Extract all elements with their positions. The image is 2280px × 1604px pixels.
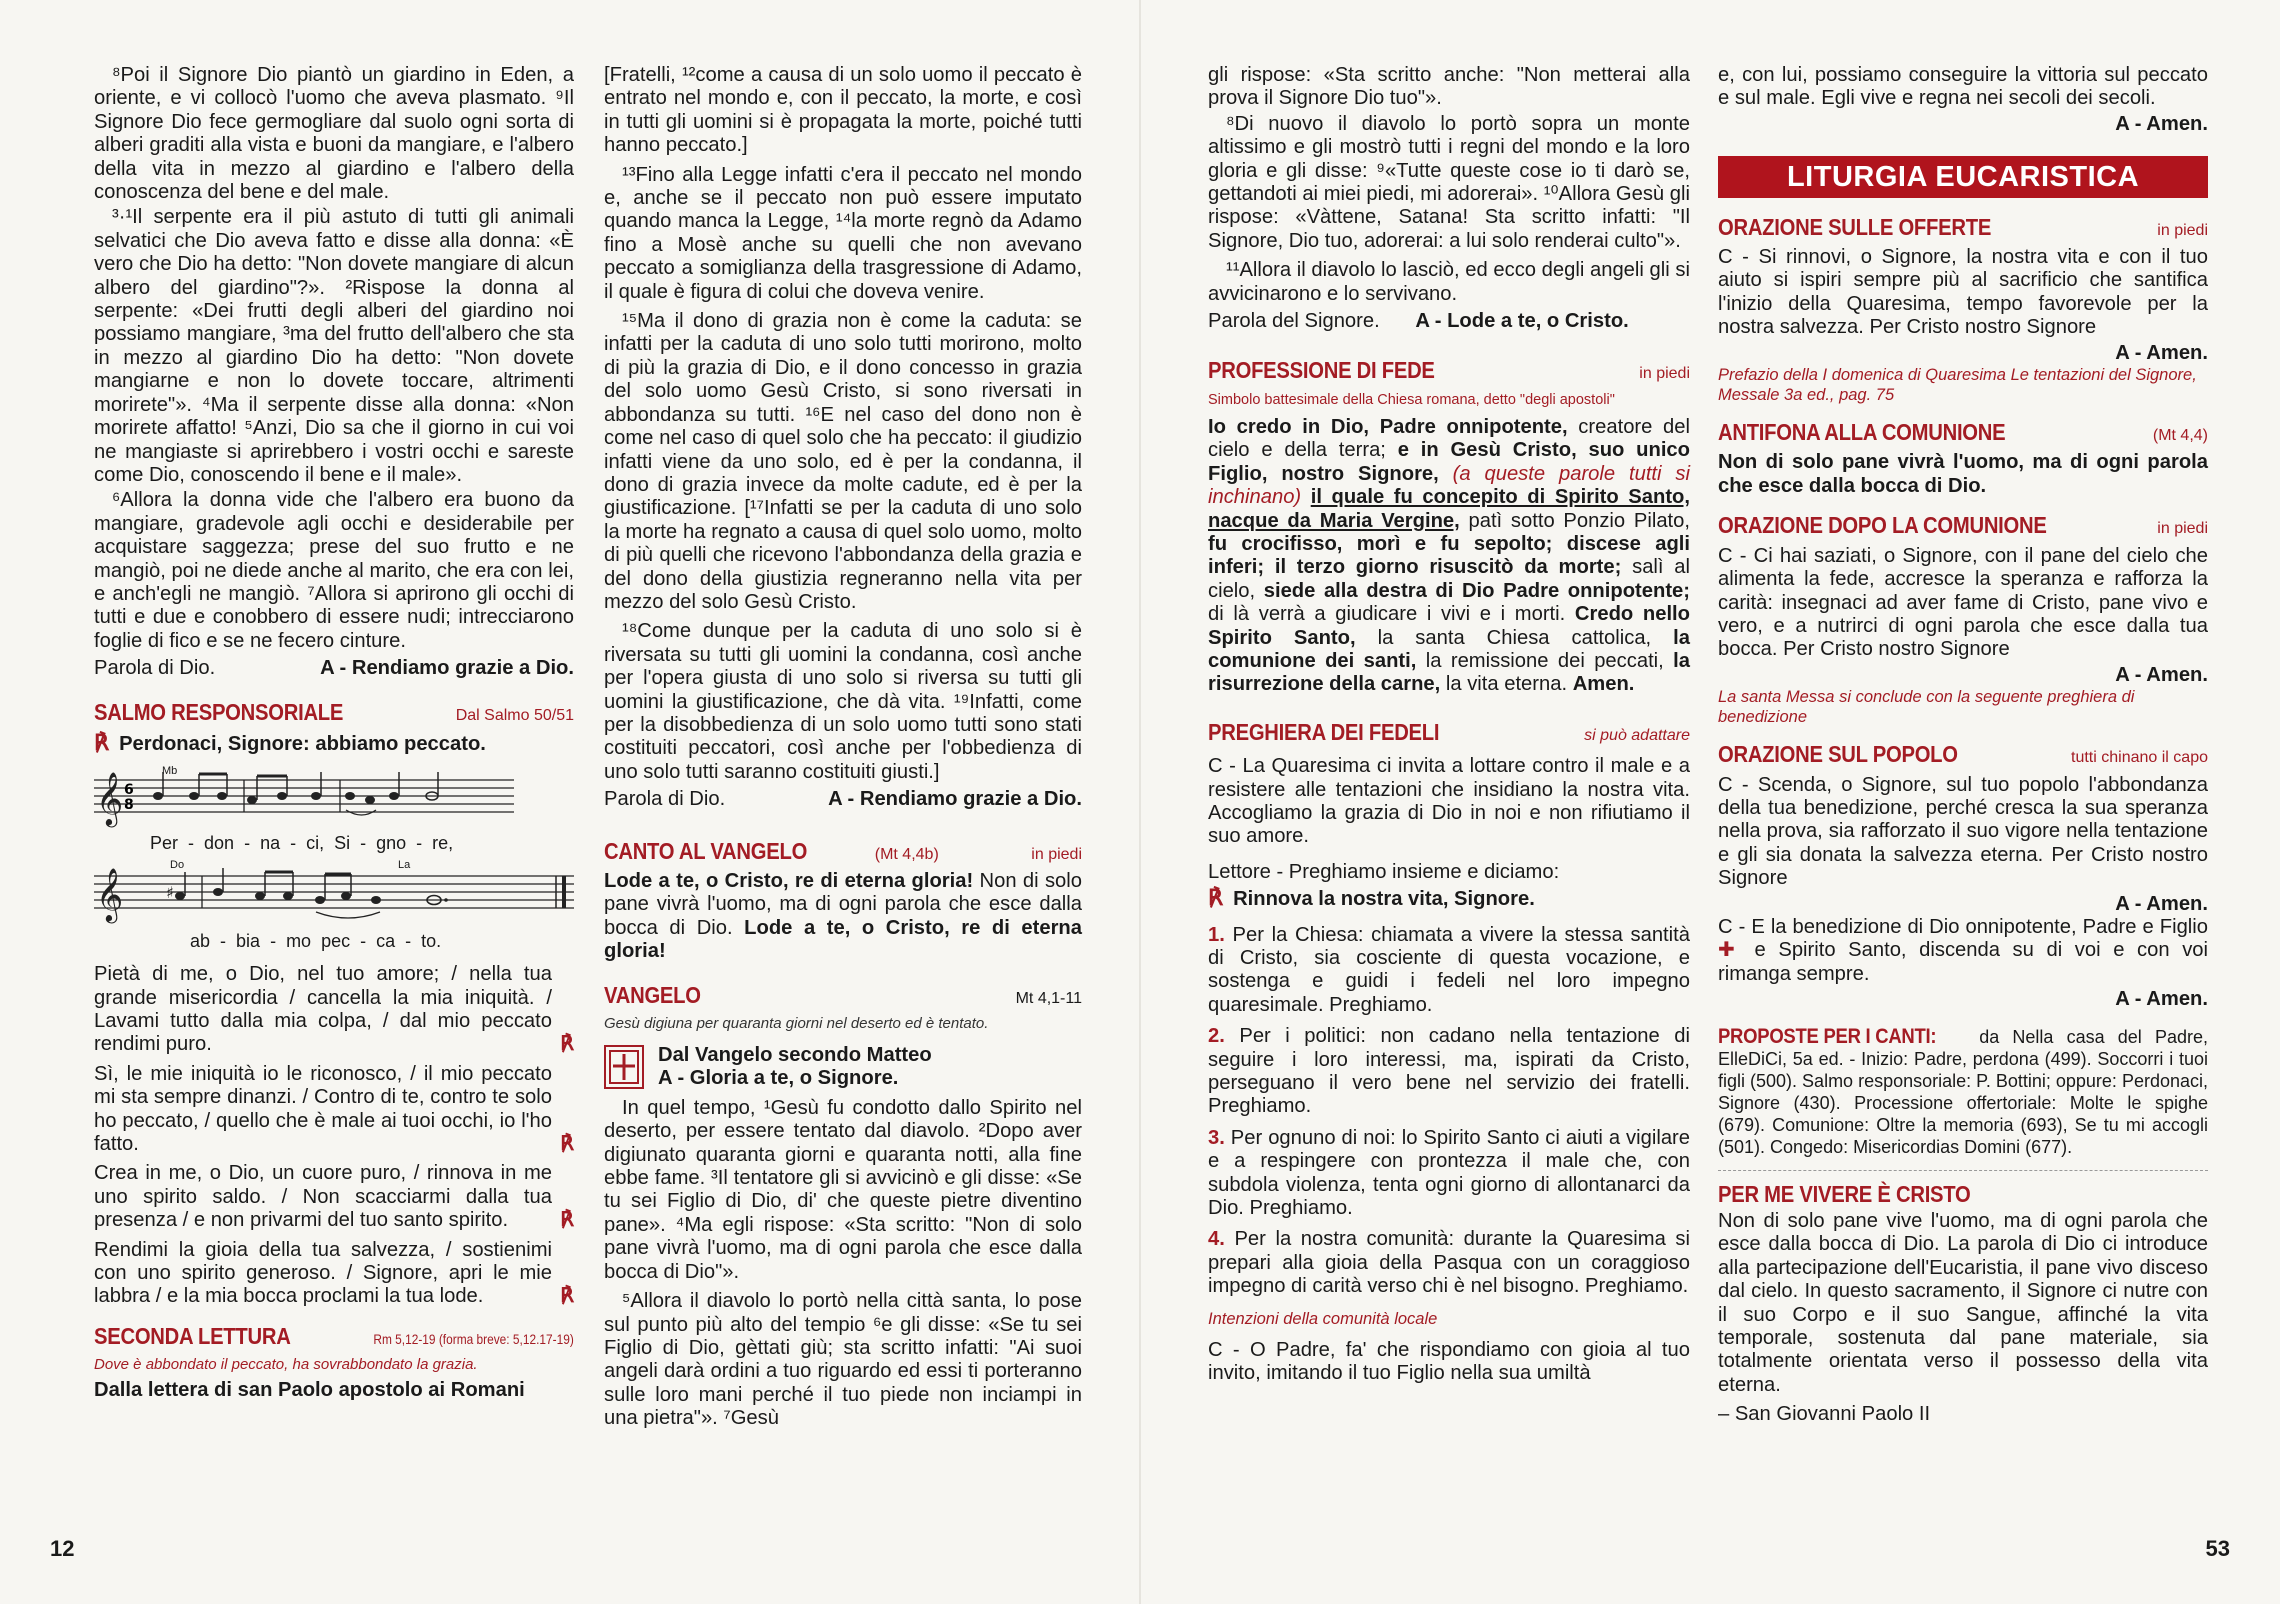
divider — [1718, 1170, 2208, 1171]
canto-header — [604, 837, 1082, 866]
credo-part: Io credo in Dio, Padre onnipotente, — [1208, 415, 1568, 438]
vivere-heading: PER ME VIVERE È CRISTO — [1718, 1180, 1971, 1207]
credo-rubric: (a queste parole tutti si inchinano) — [1208, 462, 1690, 509]
offerte-note: in piedi — [2157, 221, 2208, 239]
vangelo-paragraph-3: gli rispose: «Sta scritto anche: "Non metterai alla prova il Signore Dio tuo"». — [1208, 64, 1690, 110]
credo-part: la comunione dei santi, — [1208, 626, 1690, 672]
antifona-heading: ANTIFONA ALLA COMUNIONE — [1718, 419, 2006, 446]
parola-text: Parola di Dio. — [604, 788, 726, 811]
page-number-right: 53 — [2205, 1536, 2230, 1561]
credo-part: la remissione dei peccati, — [1416, 649, 1674, 672]
syllable: - — [360, 930, 367, 951]
salmo-heading: SALMO RESPONSORIALE — [94, 698, 344, 725]
svg-text:♯: ♯ — [166, 882, 174, 902]
column-3 — [1208, 64, 1690, 1388]
romani-paragraph-3: ¹⁵Ma il dono di grazia non è come la caduta: se infatti per la caduta di uno solo tutti morirono, molto di più la grazia di Dio, e il dono concesso in grazia del solo uomo Gesù Cristo, si sono riversati in abbondanza su tutti. ¹⁶E nel caso del dono non è come nel caso di quel solo che ha peccato: il giudizio infatti viene da uno solo, ed è per la condanna, il dono di grazia invece da molte cadute, ed è per la giustificazione. [¹⁷Infatti se per la caduta di uno solo la morte ha regnato a causa di quel solo uomo, molto di più quelli che ricevono l'abbondanza della grazia e del dono della giustizia regneranno nella vita per mezzo del solo Gesù Cristo. — [604, 310, 1082, 613]
genesi-paragraph-2: ³·¹Il serpente era il più astuto di tutti gli animali selvatici che Dio aveva fatto e disse alla donna: «È vero che Dio ha detto: "Non dovete mangiare di alcun albero del giardino"?». ²Rispose la donna al serpente: «Dei frutti degli alberi del giardino noi possiamo mangiare, ³ma del frutto dell'albero che sta in mezzo al giardino Dio ha detto: "Non dovete mangiarne e non lo dovete toccare, altrimenti morirete"». ⁴Ma il serpente disse alla donna: «Non morirete affatto! ⁵Anzi, Dio sa che il giorno in cui voi ne mangiaste si aprirebbero i vostri occhi e sareste come Dio, conoscendo il bene e il male». — [94, 206, 574, 486]
credo-part: patì sotto Ponzio Pilato, — [1459, 509, 1690, 532]
conclusione-continuation: e, con lui, possiamo conseguire la vittoria sul peccato e sul male. Egli vive e regna nei secoli dei secoli. — [1718, 64, 2208, 110]
column-2 — [604, 64, 1082, 1433]
seconda-lettura-subtitle: Dove è abbondato il peccato, ha sovrabbondato la grazia. — [94, 1356, 478, 1374]
proposte-heading: PROPOSTE PER I CANTI: — [1718, 1024, 1937, 1048]
parola-response: A - Rendiamo grazie a Dio. — [828, 788, 1082, 811]
antifona-ref: (Mt 4,4) — [2152, 427, 2208, 445]
benedizione-part: C - E la benedizione di Dio onnipotente, Padre e Figlio — [1718, 915, 2208, 938]
canto-note: in piedi — [1031, 845, 1082, 863]
stanza-text: Sì, le mie iniquità io le riconosco, / il mio peccato mi sta sempre dinanzi. / Contro di te, contro te solo ho peccato, / quello che è male ai tuoi occhi, io l'ho fatto. — [94, 1062, 552, 1156]
canto-bold-1: Lode a te, o Cristo, re di eterna gloria! — [604, 870, 974, 892]
syllable: ab — [190, 930, 211, 951]
syllable: bia — [236, 930, 261, 951]
parola-response: A - Rendiamo grazie a Dio. — [320, 657, 574, 680]
intenzione-number: 3. — [1208, 1126, 1225, 1149]
parola-text: Parola del Signore. — [1208, 310, 1380, 333]
svg-text:𝄞: 𝄞 — [96, 771, 124, 826]
amen-response: A - Amen. — [2115, 112, 2208, 135]
parola-closing — [604, 788, 1082, 811]
popolo-heading: ORAZIONE SUL POPOLO — [1718, 741, 1958, 768]
prefazio-note — [1718, 365, 2208, 405]
intenzione-text: Per i politici: non cadano nella tentazione di seguire i loro interessi, ma, ispirati da Cristo, perseguano il vero bene nel servizio dei fratelli. Preghiamo. — [1208, 1025, 1690, 1118]
chord-label: La — [398, 858, 411, 871]
conclude-note: La santa Messa si conclude con la seguente preghiera di benedizione — [1718, 688, 2135, 727]
response-mark: ℟ — [1208, 885, 1224, 911]
syllable: - — [416, 833, 423, 854]
stanza-text: Rendimi la gioia della tua salvezza, / sostienimi con uno spirito generoso. / Signore, apri le mie labbra / e la mia bocca proclami la tua lode. — [94, 1238, 552, 1308]
column-1 — [94, 64, 574, 1403]
intenzione-4 — [1208, 1228, 1690, 1298]
syllable: to. — [421, 930, 442, 951]
chord-label: Mb — [162, 765, 178, 778]
canto-text — [604, 870, 1082, 964]
cross-icon: ✚ — [1718, 939, 1742, 962]
salmo-header — [94, 698, 574, 727]
music-staff-2 — [94, 858, 574, 928]
amen-response: A - Amen. — [2115, 988, 2208, 1011]
conclusione-text: C - O Padre, fa' che rispondiamo con gioia al tuo invito, imitando il tuo Figlio nella sua umiltà — [1208, 1338, 1690, 1385]
syllable: re, — [432, 833, 454, 854]
amen-response: A - Amen. — [2115, 892, 2208, 915]
lettore-line: Lettore - Preghiamo insieme e diciamo: — [1208, 860, 1560, 883]
amen-response: A - Amen. — [2115, 341, 2208, 364]
syllable: ca — [376, 930, 396, 951]
credo-part: creatore del cielo e della terra; — [1208, 415, 1690, 462]
dopo-comunione-heading: ORAZIONE DOPO LA COMUNIONE — [1718, 512, 2047, 539]
intenzione-3 — [1208, 1127, 1690, 1221]
vangelo-title-block — [604, 1044, 1082, 1091]
stanza-text: Crea in me, o Dio, un cuore puro, / rinnova in me uno spirito saldo. / Non scacciarmi dalla tua presenza / e non privarmi del tuo santo spirito. — [94, 1162, 552, 1232]
svg-text:8: 8 — [124, 797, 134, 814]
syllable: ci, — [306, 833, 325, 854]
parola-closing — [1208, 310, 1690, 333]
seconda-lettura-title: Dalla lettera di san Paolo apostolo ai Romani — [94, 1379, 525, 1402]
vangelo-header — [604, 981, 1082, 1010]
seconda-lettura-ref: Rm 5,12-19 (forma breve: 5,12.17-19) — [373, 1330, 574, 1347]
popolo-text: C - Scenda, o Signore, sul tuo popolo l'abbondanza della tua benedizione, perché cresca la sua speranza nella prova, sia rafforzato il suo vigore nella tentazione e gli sia donata la salvezza eterna. Per Cristo nostro Signore — [1718, 773, 2208, 890]
credo-part: Amen. — [1572, 673, 1635, 696]
svg-text:𝄞: 𝄞 — [96, 866, 124, 921]
syllable: gno — [376, 833, 407, 854]
genesi-paragraph-3: ⁶Allora la donna vide che l'albero era buono da mangiare, gradevole agli occhi e desiderabile per acquistare saggezza; prese del suo frutto e ne mangiò, poi ne diede anche al marito, che era con lei, e anch'egli ne mangiò. ⁷Allora si aprirono gli occhi di tutti e due e conobbero di essere nudi; intrecciarono foglie di fico e se ne fecero cinture. — [94, 489, 574, 652]
credo-part: la vita eterna. — [1440, 673, 1573, 696]
response-mark: ℟ — [94, 729, 110, 755]
seconda-lettura-header — [94, 1322, 574, 1351]
romani-paragraph-1: [Fratelli, ¹²come a causa di un solo uomo il peccato è entrato nel mondo e, con il peccato, la morte, e così in tutti gli uomini si è propagata la morte, poiché tutti hanno peccato.] — [604, 64, 1082, 157]
music-staff-1 — [94, 766, 574, 836]
vangelo-paragraph-2: ⁵Allora il diavolo lo portò nella città santa, lo pose sul punto più alto del tempio ⁶e gli disse: «Se tu sei Figlio di Dio, gèttati giù; sta scritto infatti: "Ai suoi angeli darà ordini a tuo riguardo ed essi ti porteranno sulle loro mani perché il tuo piede non inciampi in una pietra"». ⁷Gesù — [604, 1290, 1082, 1430]
syllable: don — [204, 833, 235, 854]
professione-subtitle: Simbolo battesimale della Chiesa romana, detto "degli apostoli" — [1208, 391, 1615, 408]
psalm-stanza-3 — [94, 1162, 574, 1232]
response-mark: ℟ — [560, 1133, 574, 1156]
page-number-left: 12 — [50, 1536, 75, 1561]
psalm-stanza-2 — [94, 1063, 574, 1157]
chord-label: Do — [170, 858, 185, 871]
prefazio-title: Prefazio della I domenica di Quaresima — [1718, 366, 2006, 385]
right-page — [1140, 0, 2280, 1604]
syllable: Per — [150, 833, 179, 854]
offerte-heading: ORAZIONE SULLE OFFERTE — [1718, 213, 1992, 240]
psalm-stanza-1 — [94, 963, 574, 1057]
vangelo-paragraph-1: In quel tempo, ¹Gesù fu condotto dallo Spirito nel deserto, per essere tentato dal diavolo. ²Dopo aver digiunato quaranta giorni e quaranta notti, alla fine ebbe fame. ³Il tentatore gli si avvicinò e gli disse: «Se tu sei Figlio di Dio, di' che queste pietre diventino pane». ⁴Ma egli rispose: «Sta scritto: "Non di solo pane vivrà l'uomo, ma di ogni parola che esce dalla bocca di Dio"». — [604, 1096, 1082, 1283]
proposte-text: da Nella casa del Padre, ElleDiCi, 5a ed. - Inizio: Padre, perdona (499). Soccorri i tuoi figli (500). Salmo responsoriale: P. Bottini; oppure: Perdonaci, Signore (430). Processione offertoriale: Molte le spighe (679). Comunione: Oltre la memoria (693), Se tu mi accogli (501). Congedo: Misericordias Domini (677). — [1718, 1026, 2208, 1157]
staff-notation-1 — [94, 770, 574, 840]
parola-text: Parola di Dio. — [94, 657, 216, 680]
syllable: - — [188, 833, 195, 854]
professione-heading: PROFESSIONE DI FEDE — [1208, 357, 1435, 384]
syllable: - — [270, 930, 277, 951]
gospel-book-icon — [604, 1045, 644, 1089]
syllable: - — [405, 930, 412, 951]
response-mark: ℟ — [560, 1033, 574, 1056]
antifona-header — [1718, 421, 2208, 447]
offerte-header — [1718, 213, 2208, 242]
syllable: na — [260, 833, 281, 854]
credo-part: siede alla destra di Dio Padre onnipotente; — [1263, 579, 1690, 602]
vangelo-heading: VANGELO — [604, 981, 701, 1008]
vivere-author: – San Giovanni Paolo II — [1718, 1403, 1931, 1426]
intenzione-number: 2. — [1208, 1025, 1225, 1048]
vangelo-subtitle: Gesù digiuna per quaranta giorni nel deserto ed è tentato. — [604, 1015, 989, 1033]
column-4 — [1718, 64, 2208, 1427]
dopo-comunione-header — [1718, 514, 2208, 540]
canto-middle: Non di solo pane vivrà l'uomo, ma di ogni parola che esce dalla bocca di Dio. — [604, 870, 1082, 939]
credo-part: Credo nello Spirito Santo, — [1208, 603, 1690, 649]
vangelo-response: A - Gloria a te, o Signore. — [658, 1067, 899, 1090]
popolo-note: tutti chinano il capo — [2071, 749, 2208, 767]
vivere-text: Non di solo pane vive l'uomo, ma di ogni parola che esce dalla bocca di Dio. La parola di Dio ci introduce alla partecipazione dell'Eucaristia, il pane vivo disceso dal cielo. In questo sacramento, il Signore ci nutre con il suo Corpo e il suo Sangue, affinché la vita temporale, sostenuta dal pane materiale, sia totalmente orientata verso il possesso della vita eterna. — [1718, 1210, 2208, 1396]
preghiera-header — [1208, 718, 1690, 747]
romani-paragraph-2: ¹³Fino alla Legge infatti c'era il peccato nel mondo e, anche se il peccato non può essere imputato quando manca la Legge, ¹⁴la morte regnò da Adamo fino a Mosè anche su quelli che non avevano peccato a somiglianza della trasgressione di Adamo, il quale è figura di colui che doveva venire. — [604, 163, 1082, 303]
parola-response: A - Lode a te, o Cristo. — [1415, 310, 1629, 333]
cross-ornament-icon — [609, 1050, 639, 1084]
credo-part: e in Gesù Cristo, suo unico Figlio, nostro Signore, — [1208, 439, 1690, 485]
vangelo-paragraph-5: ¹¹Allora il diavolo lo lasciò, ed ecco degli angeli gli si avvicinarono e lo servivano. — [1208, 259, 1690, 305]
intenzione-text: Per ognuno di noi: lo Spirito Santo ci aiuti a vigilare e a respingere con prontezza il male che, con subdola violenza, tenta ogni giorno di allontanarci da Dio. Preghiamo. — [1208, 1126, 1690, 1220]
canto-ref: (Mt 4,4b) — [874, 845, 939, 863]
professione-header — [1208, 359, 1690, 385]
credo-part: la risurrezione della carne, — [1208, 649, 1691, 696]
intenzione-number: 1. — [1208, 923, 1225, 946]
credo-part: il quale fu concepito di Spirito Santo, nacque da Maria Vergine, — [1208, 486, 1690, 532]
intenzioni-locali: Intenzioni della comunità locale — [1208, 1309, 1438, 1328]
staff-notation-2 — [94, 866, 574, 936]
canto-heading: CANTO AL VANGELO — [604, 837, 808, 864]
vangelo-title: Dal Vangelo secondo Matteo — [658, 1044, 932, 1067]
parola-closing — [94, 657, 574, 680]
genesi-paragraph-1: ⁸Poi il Signore Dio piantò un giardino in Eden, a oriente, e vi collocò l'uomo che aveva plasmato. ⁹Il Signore Dio fece germogliare dal suolo ogni sorta di alberi graditi alla vista e buoni da mangiare, e l'albero della vita in mezzo al giardino e l'albero della conoscenza del bene e del male. — [94, 64, 574, 204]
liturgia-eucaristica-banner: LITURGIA EUCARISTICA — [1718, 156, 2208, 197]
credo-text — [1208, 416, 1690, 697]
proposte-canti — [1718, 1026, 2208, 1158]
syllable: - — [244, 833, 251, 854]
credo-part: fu crocifisso, morì e fu sepolto; discese agli inferi; il terzo giorno risuscitò da morte; — [1208, 532, 1690, 579]
vivere-header — [1718, 1180, 2208, 1207]
credo-part: la santa Chiesa cattolica, — [1355, 626, 1674, 649]
preghiera-heading: PREGHIERA DEI FEDELI — [1208, 718, 1440, 745]
vangelo-ref: Mt 4,1-11 — [1015, 989, 1082, 1007]
preghiera-intro: C - La Quaresima ci invita a lottare contro il male e a resistere alle tentazioni che insidiano la nostra vita. Accogliamo la grazia di Dio in noi e non rifiutiamo il suo amore. — [1208, 755, 1690, 848]
svg-text:6: 6 — [124, 782, 134, 799]
preghiera-refrain-text: Rinnova la nostra vita, Signore. — [1233, 888, 1535, 911]
syllable: - — [290, 833, 297, 854]
stanza-text: Pietà di me, o Dio, nel tuo amore; / nella tua grande misericordia / cancella la mia iniquità. / Lavami tutto dalla mia colpa, / dal mio peccato rendimi puro. — [94, 963, 552, 1056]
canto-bold-2: Lode a te, o Cristo, re di eterna gloria! — [604, 916, 1082, 963]
intenzione-number: 4. — [1208, 1228, 1225, 1251]
vangelo-title-text — [658, 1044, 932, 1091]
syllable: pec — [321, 930, 351, 951]
psalm-stanza-4 — [94, 1239, 574, 1309]
benedizione-text — [1718, 916, 2208, 986]
syllable: - — [220, 930, 227, 951]
salmo-refrain — [94, 731, 574, 756]
intenzione-text: Per la nostra comunità: durante la Quaresima si prepari alla gioia della Pasqua con un coraggioso impegno di carità verso chi è nel bisogno. Preghiamo. — [1208, 1228, 1690, 1298]
dopo-comunione-text: C - Ci hai saziati, o Signore, con il pane del cielo che alimenta la fede, accresce la speranza e rafforza la carità: insegnaci ad aver fame di Cristo, pane vivo e vero, e a nutrirci di ogni parola che esce dalla tua bocca. Per Cristo nostro Signore — [1718, 544, 2208, 661]
amen-response: A - Amen. — [2115, 663, 2208, 686]
salmo-source: Dal Salmo 50/51 — [455, 706, 574, 724]
intenzione-text: Per la Chiesa: chiamata a vivere la stessa santità di Cristo, sia cosciente di questa vocazione, e sostenga e guidi i fedeli nel loro impegno quaresimale. Preghiamo. — [1208, 923, 1690, 1016]
prefazio-detail: Le tentazioni del Signore, Messale 3a ed., pag. 75 — [1718, 366, 2197, 405]
offerte-text: C - Si rinnovi, o Signore, la nostra vita e con il tuo aiuto si ispiri sempre più al sacrificio che santifica l'inizio della Quaresima, tempo favorevole per la nostra salvezza. Per Cristo nostro Signore — [1718, 246, 2208, 339]
intenzione-1 — [1208, 924, 1690, 1018]
benedizione-part: e Spirito Santo, discenda su di voi e con voi rimanga sempre. — [1718, 939, 2208, 985]
popolo-header — [1718, 743, 2208, 769]
professione-note: in piedi — [1639, 365, 1690, 383]
syllable: Si — [334, 833, 351, 854]
intenzione-2 — [1208, 1025, 1690, 1119]
credo-part: salì al cielo, — [1208, 556, 1690, 602]
dopo-comunione-note: in piedi — [2157, 520, 2208, 538]
syllable: - — [360, 833, 367, 854]
preghiera-refrain — [1208, 886, 1690, 911]
vangelo-paragraph-4: ⁸Di nuovo il diavolo lo portò sopra un monte altissimo e gli mostrò tutti i regni del mondo e la loro gloria e gli disse: ⁹«Tutte queste cose io ti darò se, gettandoti ai miei piedi, mi adorerai». ¹⁰Allora Gesù gli rispose: «Vàttene, Satana! Sta scritto infatti: "Il Signore, Dio tuo, adorerai: a lui solo renderai culto"». — [1208, 112, 1690, 252]
response-mark: ℟ — [560, 1285, 574, 1308]
syllable: mo — [286, 930, 312, 951]
romani-paragraph-4: ¹⁸Come dunque per la caduta di uno solo si è riversata su tutti gli uomini la condanna, così anche per l'opera giusta di uno solo si riversa su tutti gli uomini la giustificazione, che dà vita. ¹⁹Infatti, come per la disobbedienza di un solo uomo tutti sono stati costituiti peccatori, così anche per l'obbedienza di uno solo tutti saranno costituiti giusti.] — [604, 620, 1082, 783]
credo-part: di là verrà a giudicare i vivi e i morti. — [1208, 603, 1575, 626]
preghiera-note: si può adattare — [1584, 726, 1690, 744]
seconda-lettura-heading: SECONDA LETTURA — [94, 1322, 291, 1349]
salmo-refrain-text: Perdonaci, Signore: abbiamo peccato. — [119, 732, 486, 755]
response-mark: ℟ — [560, 1209, 574, 1232]
antifona-text: Non di solo pane vivrà l'uomo, ma di ogni parola che esce dalla bocca di Dio. — [1718, 451, 2208, 497]
